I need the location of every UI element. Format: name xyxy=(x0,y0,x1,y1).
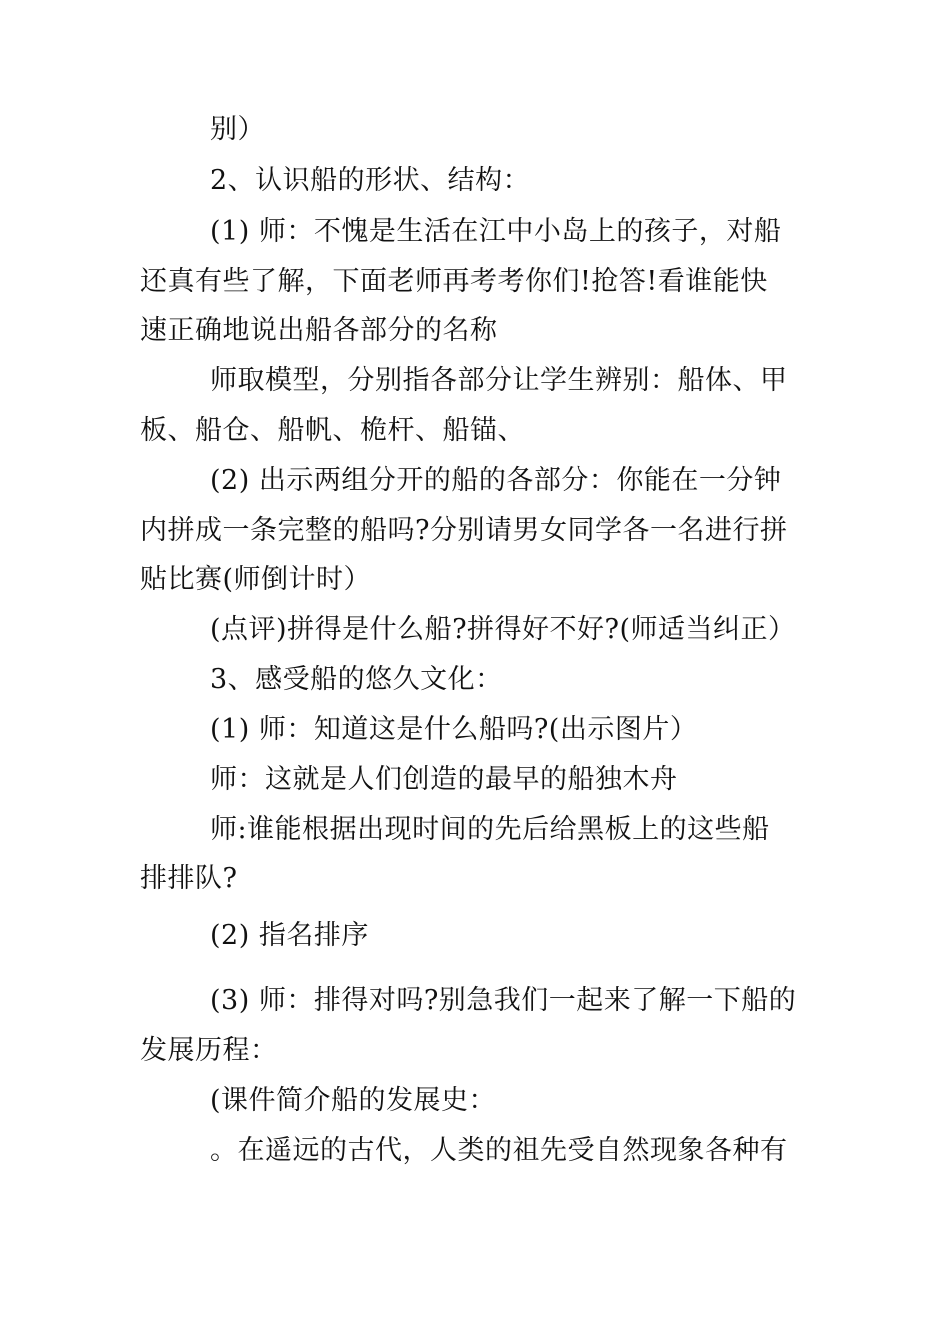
text-line: (2) 指名排序 xyxy=(210,920,369,951)
text-line: (1) 师：知道这是什么船吗?(出示图片） xyxy=(210,714,698,745)
text-line: (1) 师：不愧是生活在江中小岛上的孩子，对船 xyxy=(210,216,782,247)
text-line: (课件简介船的发展史： xyxy=(210,1085,497,1116)
text-line: 板、船仓、船帆、桅杆、船锚、 xyxy=(140,415,525,446)
text-line: 还真有些了解，下面老师再考考你们!抢答!看谁能快 xyxy=(140,266,768,297)
text-line: 师取模型，分别指各部分让学生辨别：船体、甲 xyxy=(210,365,788,396)
text-line: (点评)拼得是什么船?拼得好不好?(师适当纠正） xyxy=(210,614,796,645)
text-line: 别） xyxy=(210,114,265,145)
text-line: 排排队? xyxy=(140,863,238,894)
text-line: 师：这就是人们创造的最早的船独木舟 xyxy=(210,764,678,795)
text-line: (3) 师：排得对吗?别急我们一起来了解一下船的 xyxy=(210,985,797,1016)
text-line: 速正确地说出船各部分的名称 xyxy=(140,315,498,346)
section-heading: 2、认识船的形状、结构： xyxy=(210,165,531,196)
section-heading: 3、感受船的悠久文化： xyxy=(210,664,503,695)
text-line: 。在遥远的古代，人类的祖先受自然现象各种有 xyxy=(210,1135,788,1166)
text-line: 内拼成一条完整的船吗?分别请男女同学各一名进行拼 xyxy=(140,515,788,546)
text-line: 发展历程： xyxy=(140,1035,278,1066)
text-line: (2) 出示两组分开的船的各部分：你能在一分钟 xyxy=(210,465,782,496)
text-line: 贴比赛(师倒计时） xyxy=(140,564,372,595)
text-line: 师:谁能根据出现时间的先后给黑板上的这些船 xyxy=(210,814,770,845)
